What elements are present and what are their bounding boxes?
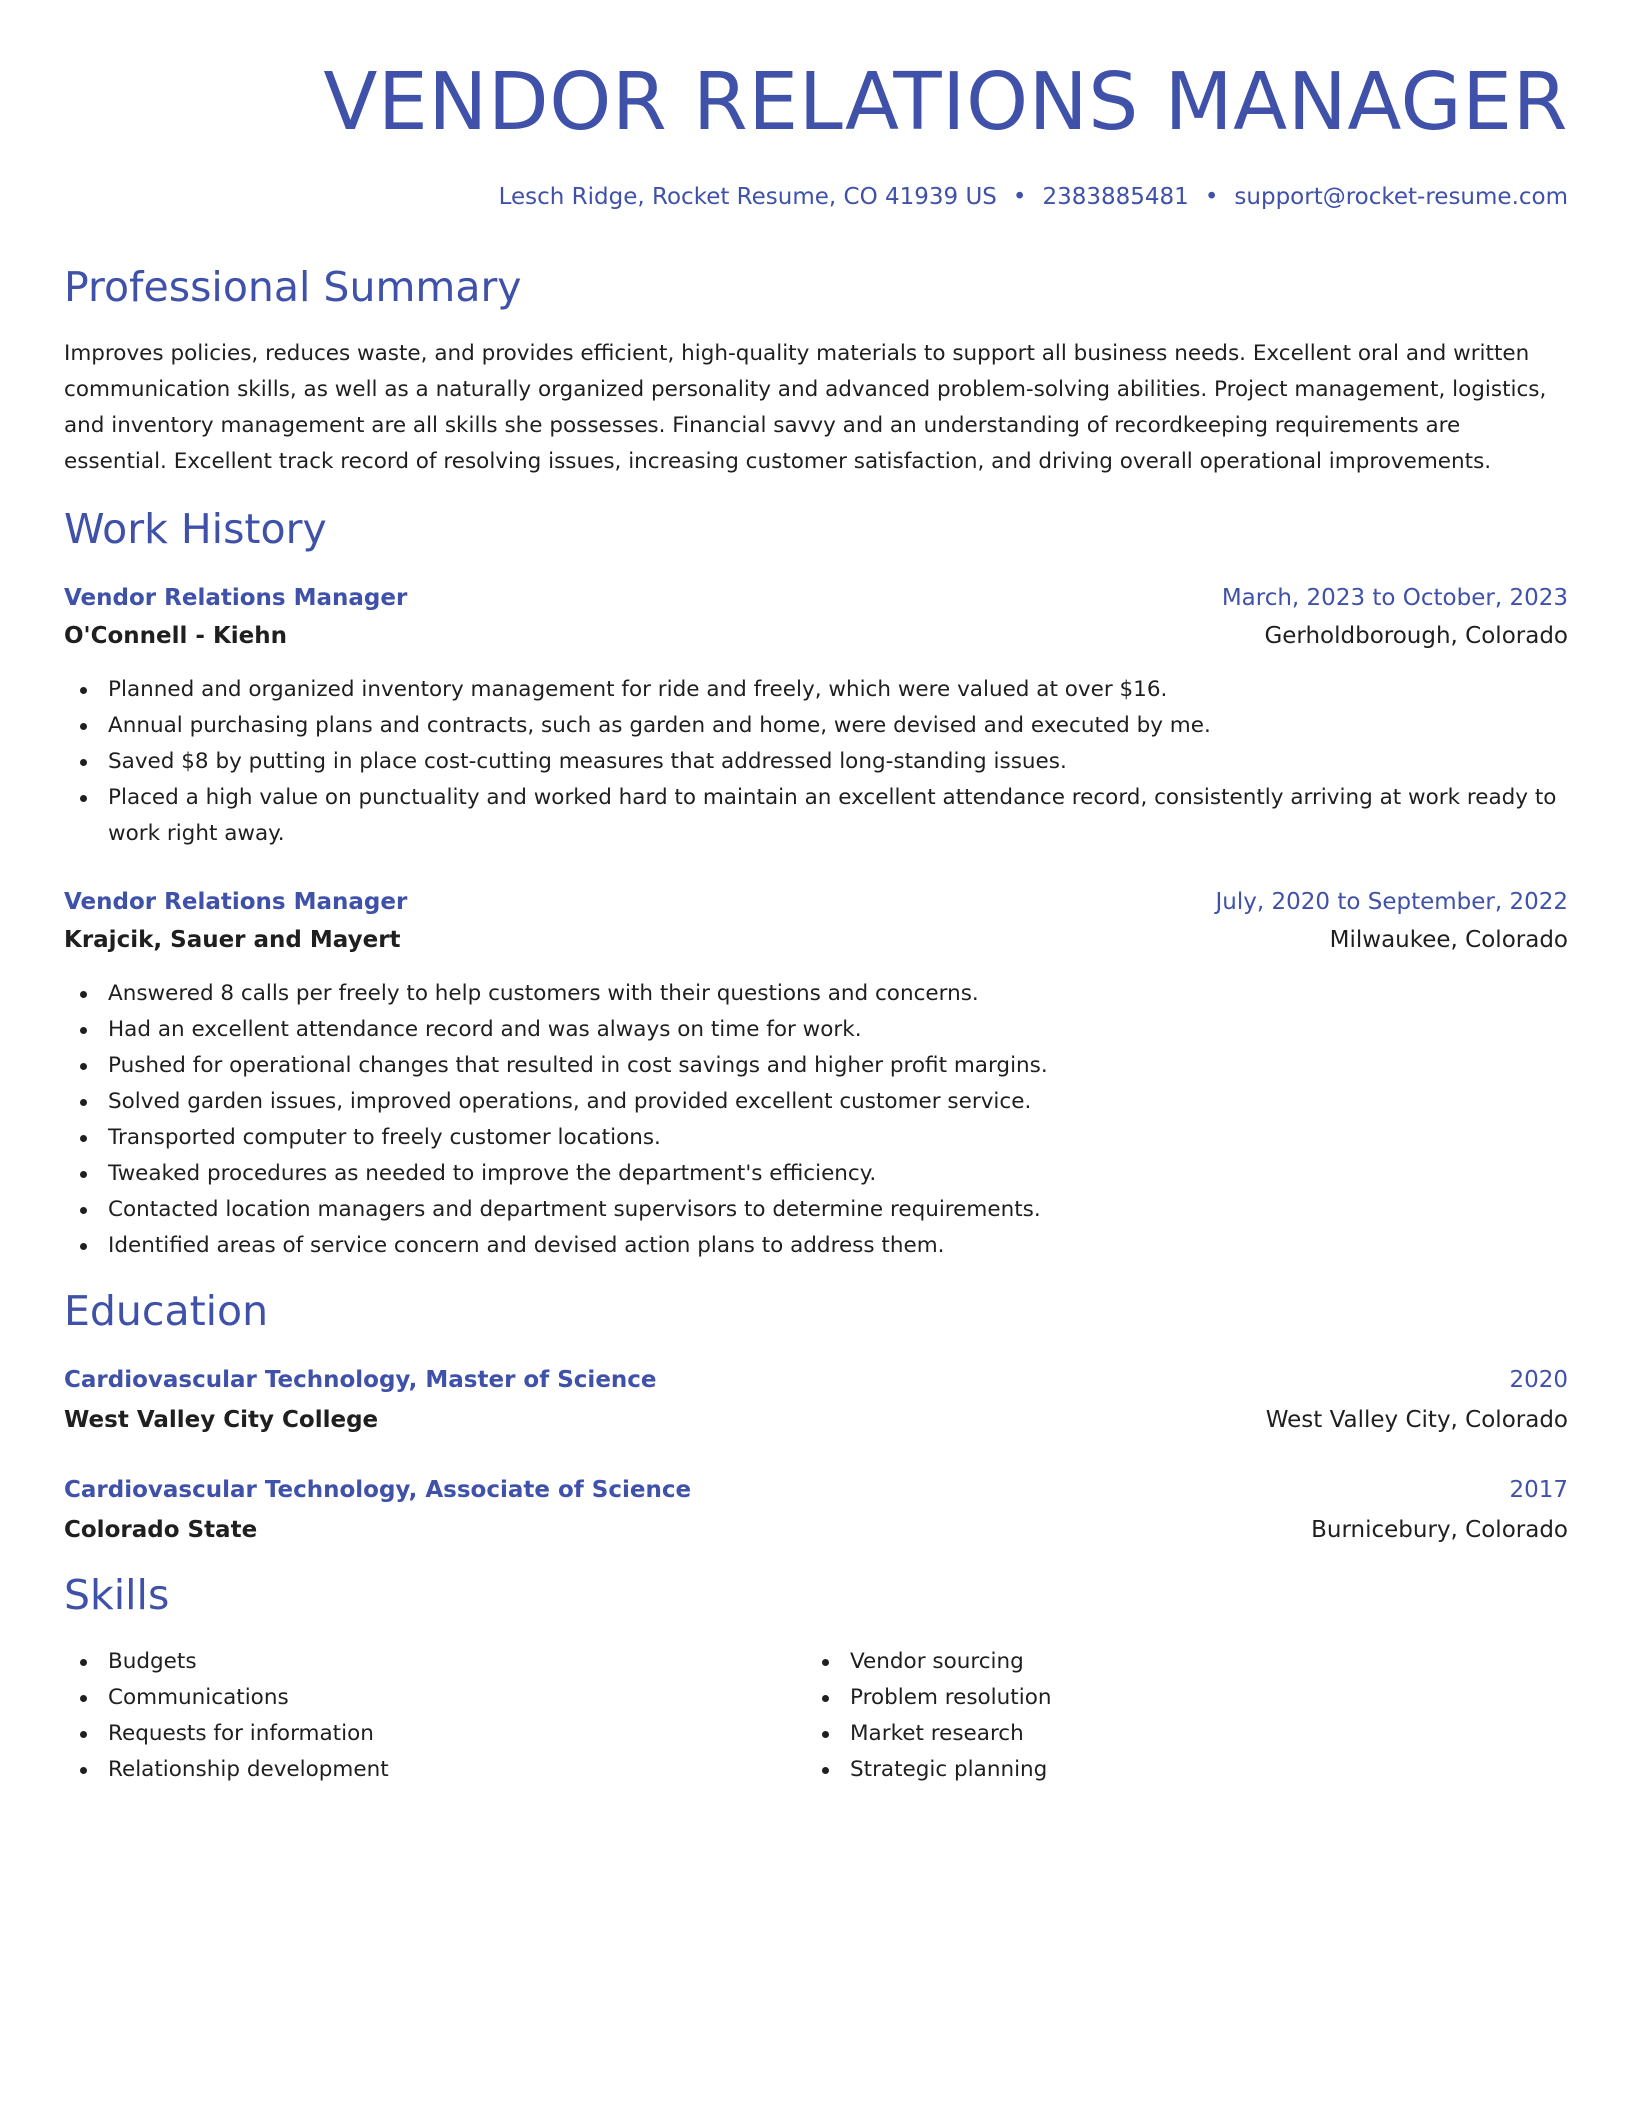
job-location: Milwaukee, Colorado <box>1329 927 1568 953</box>
job-header <box>64 580 1568 616</box>
list-item: Budgets <box>64 1644 764 1680</box>
page-title: VENDOR RELATIONS MANAGER <box>323 56 1568 148</box>
list-item: Saved $8 by putting in place cost-cutting measures that addressed long-standing issues. <box>64 744 1568 780</box>
list-item: Contacted location managers and department supervisors to determine requirements. <box>64 1192 1568 1228</box>
education-school: West Valley City College <box>64 1407 379 1433</box>
resume-page <box>64 0 1568 2112</box>
list-item: Market research <box>806 1716 1506 1752</box>
list-item: Vendor sourcing <box>806 1644 1506 1680</box>
list-item: Problem resolution <box>806 1680 1506 1716</box>
education-subheader <box>64 1512 1568 1548</box>
education-degree: Cardiovascular Technology, Associate of Science <box>64 1477 692 1503</box>
job-role: Vendor Relations Manager <box>64 585 408 611</box>
education-location: West Valley City, Colorado <box>1265 1407 1568 1433</box>
list-item: Strategic planning <box>806 1752 1506 1788</box>
skills-list-left <box>64 1644 764 1788</box>
education-year: 2017 <box>1509 1477 1568 1503</box>
list-item: Answered 8 calls per freely to help customers with their questions and concerns. <box>64 976 1568 1012</box>
list-item: Pushed for operational changes that resulted in cost savings and higher profit margins. <box>64 1048 1568 1084</box>
contact-separator: • <box>1204 184 1219 210</box>
education-header <box>64 1472 1568 1508</box>
skills-heading: Skills <box>64 1571 170 1619</box>
job-subheader <box>64 922 1568 958</box>
list-item: Identified areas of service concern and devised action plans to address them. <box>64 1228 1568 1264</box>
contact-line <box>499 180 1568 214</box>
education-header <box>64 1362 1568 1398</box>
education-subheader <box>64 1402 1568 1438</box>
education-school: Colorado State <box>64 1517 258 1543</box>
list-item: Tweaked procedures as needed to improve the department's efficiency. <box>64 1156 1568 1192</box>
job-header <box>64 884 1568 920</box>
summary-text: Improves policies, reduces waste, and provides efficient, high-quality materials to support all business needs. Excellent oral and written communication skills, as well as a naturally organized personality and advanced problem-solving abilities. Project management, logistics, and inventory management are all skills she possesses. Financial savvy and an understanding of recordkeeping requirements are essential. Excellent track record of resolving issues, increasing customer satisfaction, and driving overall operational improvements. <box>64 341 1547 474</box>
contact-phone: 2383885481 <box>1042 184 1189 210</box>
job-subheader <box>64 618 1568 654</box>
job-bullets <box>64 976 1568 1264</box>
job-dates: March, 2023 to October, 2023 <box>1221 585 1568 611</box>
education-heading: Education <box>64 1287 269 1335</box>
job-role: Vendor Relations Manager <box>64 889 408 915</box>
education-location: Burnicebury, Colorado <box>1311 1517 1568 1543</box>
list-item: Transported computer to freely customer locations. <box>64 1120 1568 1156</box>
contact-separator: • <box>1012 184 1027 210</box>
list-item: Placed a high value on punctuality and worked hard to maintain an excellent attendance record, consistently arriving at work ready to work right away. <box>64 780 1568 852</box>
job-location: Gerholdborough, Colorado <box>1264 623 1568 649</box>
list-item: Communications <box>64 1680 764 1716</box>
list-item: Had an excellent attendance record and was always on time for work. <box>64 1012 1568 1048</box>
list-item: Requests for information <box>64 1716 764 1752</box>
skills-list-right <box>806 1644 1506 1788</box>
list-item: Solved garden issues, improved operations, and provided excellent customer service. <box>64 1084 1568 1120</box>
contact-address: Lesch Ridge, Rocket Resume, CO 41939 US <box>498 184 997 210</box>
work-history-heading: Work History <box>64 505 327 553</box>
summary-heading: Professional Summary <box>64 263 522 311</box>
job-company: Krajcik, Sauer and Mayert <box>64 927 401 953</box>
list-item: Relationship development <box>64 1752 764 1788</box>
contact-email: support@rocket-resume.com <box>1234 184 1568 210</box>
job-company: O'Connell - Kiehn <box>64 623 288 649</box>
list-item: Annual purchasing plans and contracts, such as garden and home, were devised and executed by me. <box>64 708 1568 744</box>
job-dates: July, 2020 to September, 2022 <box>1215 889 1568 915</box>
education-degree: Cardiovascular Technology, Master of Science <box>64 1367 657 1393</box>
list-item: Planned and organized inventory management for ride and freely, which were valued at over $16. <box>64 672 1568 708</box>
job-bullets <box>64 672 1568 852</box>
education-year: 2020 <box>1509 1367 1568 1393</box>
